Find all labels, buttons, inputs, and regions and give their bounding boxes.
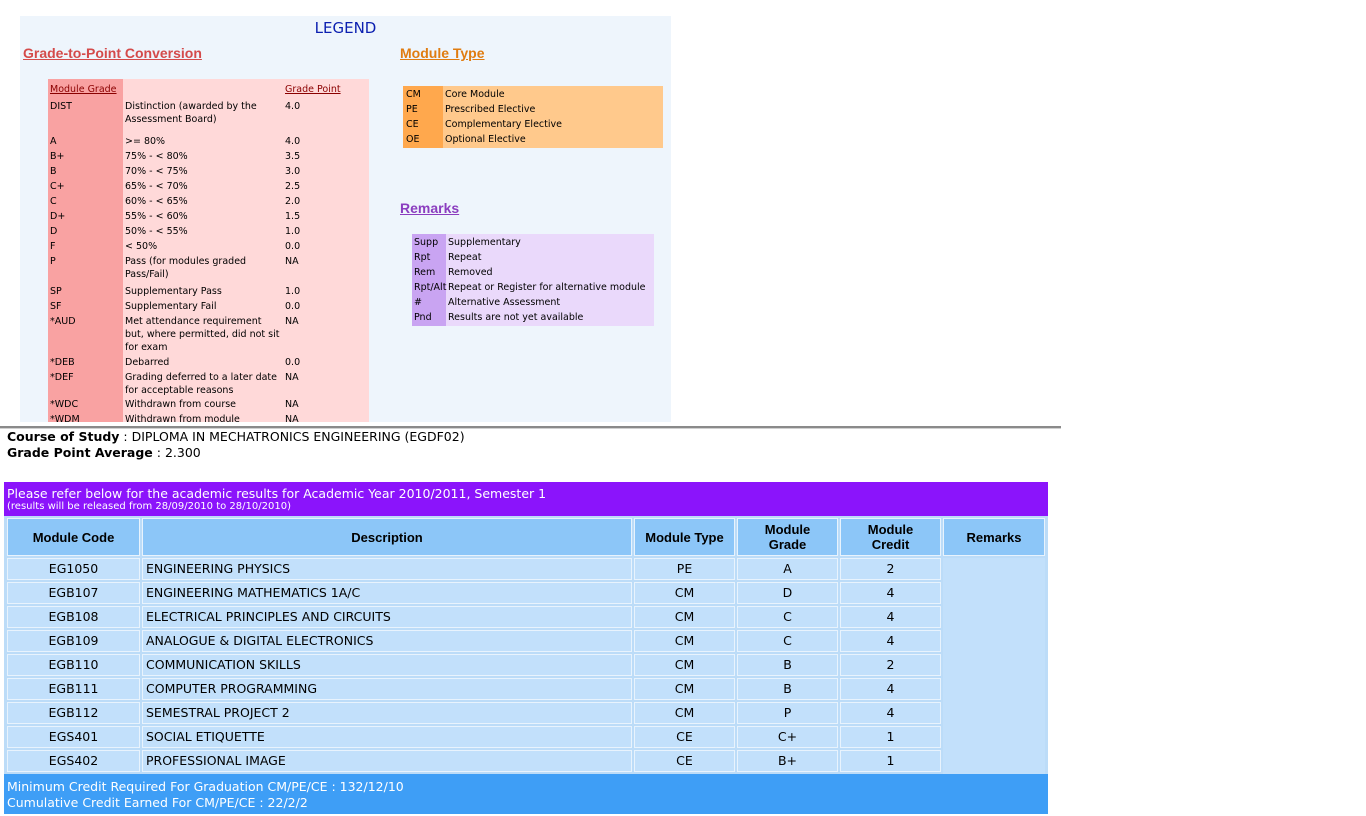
grade-row-grade: D+ [50,211,66,222]
grade-row-point: 4.0 [285,136,301,147]
grade-row-desc: >= 80% [125,136,166,147]
module-type-label: Prescribed Elective [445,104,536,115]
grade-row-point: 2.0 [285,196,301,207]
result-desc-cell: COMMUNICATION SKILLS [142,654,632,676]
grade-conversion-heading: Grade-to-Point Conversion [23,45,202,61]
result-desc-cell: ENGINEERING MATHEMATICS 1A/C [142,582,632,604]
remark-code: Rem [414,267,436,278]
result-code-cell: EGB110 [7,654,140,676]
gpa-value: 2.300 [164,445,201,460]
module-type-code: CE [406,119,419,130]
result-desc-cell: SEMESTRAL PROJECT 2 [142,702,632,724]
remarks-table [412,234,654,326]
remark-label: Repeat or Register for alternative module [448,282,646,293]
result-code-cell: EGB112 [7,702,140,724]
remark-code: Rpt/Alt [414,282,447,293]
result-grade-cell: C [737,630,838,652]
result-credit-cell: 4 [840,678,941,700]
results-release-dates: (results will be released from 28/09/2010 to 28/10/2010) [7,501,291,512]
cumulative-credit-earned: Cumulative Credit Earned For CM/PE/CE : 22/2/2 [7,795,308,810]
grade-row-point: NA [285,316,299,327]
grade-row-desc: 70% - < 75% [125,166,188,177]
result-type-cell: CE [634,750,735,772]
remark-code: Pnd [414,312,432,323]
module-type-label: Core Module [445,89,505,100]
grade-row-grade: B+ [50,151,65,162]
grade-row-point: 0.0 [285,357,301,368]
result-grade-cell: C [737,606,838,628]
grade-row-grade: *WDC [50,399,79,410]
grade-row-grade: SP [50,286,62,297]
grade-column-header: Module Grade [50,84,117,95]
result-credit-cell: 4 [840,582,941,604]
result-grade-cell: B [737,678,838,700]
grade-row-desc: 75% - < 80% [125,151,188,162]
remark-label: Removed [448,267,493,278]
result-type-cell: CM [634,654,735,676]
grade-point-average: Grade Point Average : 2.300 [7,445,201,460]
result-grade-cell: B+ [737,750,838,772]
result-desc-cell: COMPUTER PROGRAMMING [142,678,632,700]
results-banner-title: Please refer below for the academic results for Academic Year 2010/2011, Semester 1 [7,486,547,501]
remarks-cell [943,558,1045,774]
grade-row-desc: Pass (for modules graded Pass/Fail) [125,256,247,280]
header-module-code: Module Code [7,518,140,556]
result-type-cell: CM [634,606,735,628]
grade-row-desc: Met attendance requirement but, where permitted, did not sit for exam [125,316,280,353]
results-panel [4,482,1048,814]
grade-row-grade: *DEB [50,357,75,368]
result-desc-cell: SOCIAL ETIQUETTE [142,726,632,748]
grade-row-grade: *WDM [50,414,80,425]
course-label: Course of Study [7,429,120,444]
grade-row-grade: DIST [50,101,72,112]
grade-row-desc: 65% - < 70% [125,181,188,192]
grade-row-desc: Withdrawn from course [125,399,237,410]
result-credit-cell: 1 [840,750,941,772]
grade-row-point: NA [285,372,299,383]
credit-summary [4,774,1048,814]
module-type-label: Optional Elective [445,134,526,145]
result-desc-cell: ANALOGUE & DIGITAL ELECTRONICS [142,630,632,652]
result-type-cell: CM [634,582,735,604]
grade-row-desc: Debarred [125,357,170,368]
result-grade-cell: C+ [737,726,838,748]
result-type-cell: CM [634,630,735,652]
grade-row-point: NA [285,399,299,410]
grade-row-point: 2.5 [285,181,301,192]
remark-label: Alternative Assessment [448,297,561,308]
result-credit-cell: 1 [840,726,941,748]
result-desc-cell: ELECTRICAL PRINCIPLES AND CIRCUITS [142,606,632,628]
grade-row-desc: Supplementary Pass [125,286,222,297]
module-type-code: CM [406,89,421,100]
grade-row-desc: < 50% [125,241,158,252]
legend-panel [20,16,671,425]
grade-row-point: 4.0 [285,101,301,112]
result-desc-cell: ENGINEERING PHYSICS [142,558,632,580]
grade-row-grade: P [50,256,56,267]
module-type-code: OE [406,134,420,145]
result-credit-cell: 4 [840,702,941,724]
remark-label: Supplementary [448,237,521,248]
grade-row-point: 3.5 [285,151,301,162]
grade-row-grade: C [50,196,57,207]
grade-row-point: 1.0 [285,226,301,237]
grade-row-grade: D [50,226,58,237]
legend-title: LEGEND [314,19,377,37]
grade-row-grade: SF [50,301,62,312]
result-grade-cell: P [737,702,838,724]
remark-label: Results are not yet available [448,312,584,323]
result-credit-cell: 2 [840,654,941,676]
remark-code: Rpt [414,252,431,263]
grade-row-desc: Distinction (awarded by the Assessment Board) [125,101,257,125]
result-code-cell: EGB109 [7,630,140,652]
result-type-cell: CM [634,678,735,700]
result-type-cell: PE [634,558,735,580]
header-module-type: Module Type [634,518,735,556]
grade-row-point: 3.0 [285,166,301,177]
grade-row-grade: B [50,166,57,177]
minimum-credit-required: Minimum Credit Required For Graduation CM/PE/CE : 132/12/10 [7,779,404,794]
grade-row-desc: Grading deferred to a later date for acceptable reasons [125,372,277,396]
module-type-heading: Module Type [400,45,485,61]
result-credit-cell: 4 [840,606,941,628]
result-code-cell: EG1050 [7,558,140,580]
remark-label: Repeat [448,252,482,263]
result-code-cell: EGS401 [7,726,140,748]
result-code-cell: EGS402 [7,750,140,772]
result-desc-cell: PROFESSIONAL IMAGE [142,750,632,772]
grade-row-desc: 50% - < 55% [125,226,188,237]
results-banner [4,482,1048,516]
module-type-label: Complementary Elective [445,119,562,130]
grade-row-point: 0.0 [285,301,301,312]
header-remarks: Remarks [943,518,1045,556]
remarks-heading: Remarks [400,200,460,216]
header-description: Description [142,518,632,556]
grade-row-point: 1.5 [285,211,301,222]
header-module-grade: Module Grade [737,518,838,556]
grade-row-point: NA [285,414,299,425]
grade-conversion-table [48,79,369,425]
result-code-cell: EGB111 [7,678,140,700]
result-code-cell: EGB108 [7,606,140,628]
course-value: DIPLOMA IN MECHATRONICS ENGINEERING (EGDF02) [131,429,465,444]
grade-row-point: 0.0 [285,241,301,252]
result-grade-cell: B [737,654,838,676]
result-credit-cell: 2 [840,558,941,580]
result-grade-cell: A [737,558,838,580]
grade-row-grade: A [50,136,57,147]
result-type-cell: CE [634,726,735,748]
grade-row-grade: *DEF [50,372,74,383]
gpa-label: Grade Point Average [7,445,153,460]
grade-row-desc: 55% - < 60% [125,211,188,222]
grade-row-grade: C+ [50,181,65,192]
result-credit-cell: 4 [840,630,941,652]
result-code-cell: EGB107 [7,582,140,604]
grade-row-desc: Withdrawn from module [125,414,240,425]
module-type-table [403,86,663,148]
grade-row-point: NA [285,256,299,267]
module-type-code: PE [406,104,418,115]
course-of-study: Course of Study : DIPLOMA IN MECHATRONICS ENGINEERING (EGDF02) [7,429,465,444]
grade-row-desc: Supplementary Fail [125,301,217,312]
result-type-cell: CM [634,702,735,724]
result-grade-cell: D [737,582,838,604]
grade-row-point: 1.0 [285,286,301,297]
remark-code: Supp [414,237,439,248]
point-column-header: Grade Point [285,84,341,95]
grade-row-desc: 60% - < 65% [125,196,188,207]
grade-row-grade: *AUD [50,316,76,327]
remark-code: # [414,297,422,308]
header-module-credit: Module Credit [840,518,941,556]
grade-row-grade: F [50,241,56,252]
